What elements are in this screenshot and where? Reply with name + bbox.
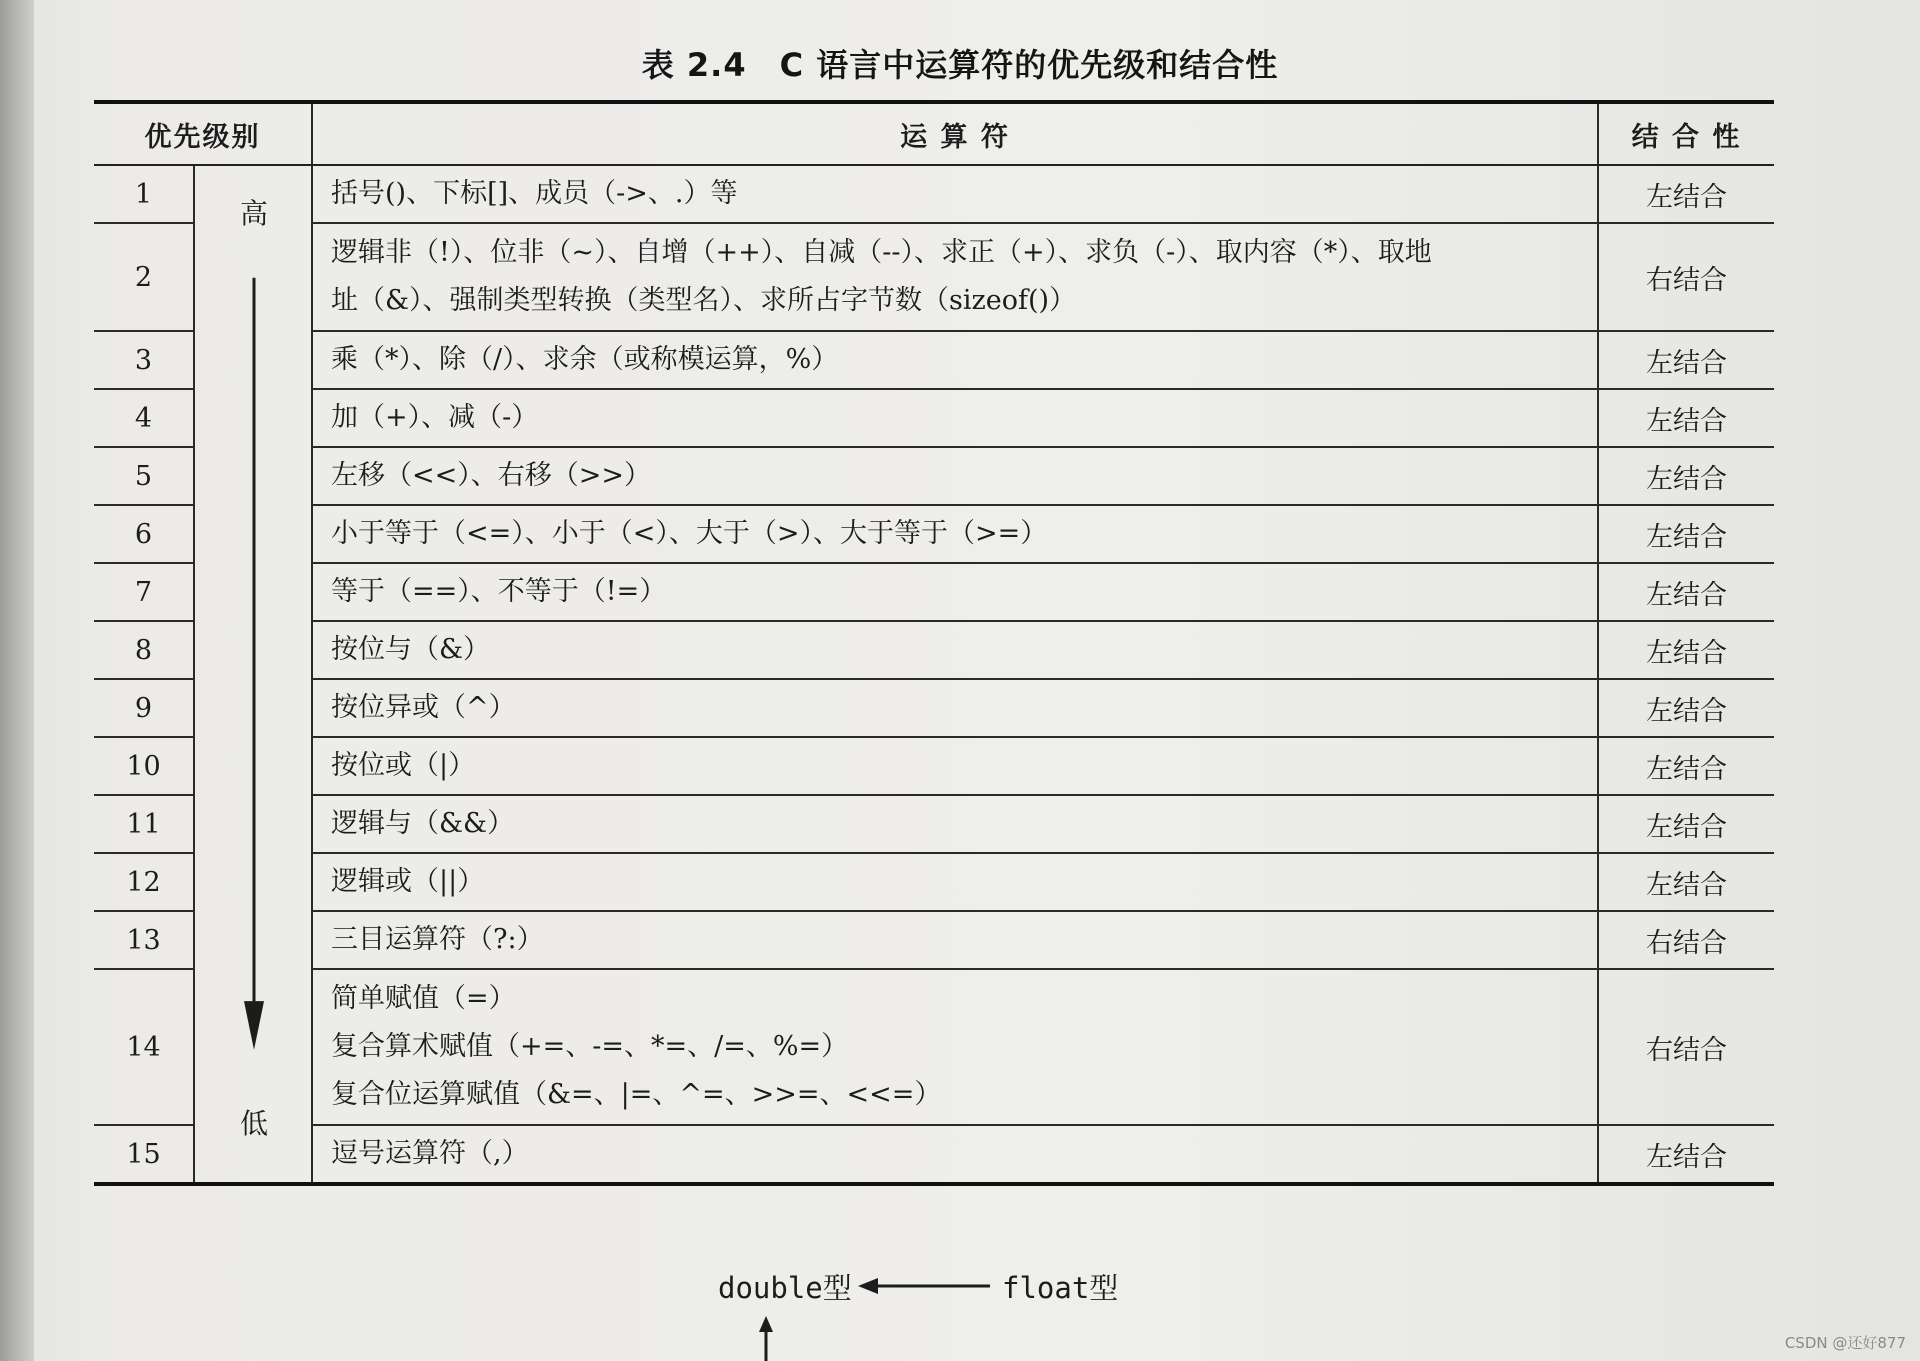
double-type-label: double型: [718, 1271, 852, 1305]
table-row: [94, 969, 1774, 1125]
priority-level-cell: 7: [94, 563, 194, 621]
operator-text: 括号()、下标[]、成员（->、.）等: [331, 178, 738, 209]
associativity-cell: 左结合: [1598, 737, 1774, 795]
priority-level-cell: 14: [94, 969, 194, 1125]
table-row: [94, 223, 1774, 331]
associativity-cell: 右结合: [1598, 969, 1774, 1125]
associativity-cell: 右结合: [1598, 911, 1774, 969]
operators-cell: [312, 1125, 1598, 1184]
operator-text: 左移（<<）、右移（>>）: [331, 460, 651, 491]
operator-text: 乘（*）、除（/）、求余（或称模运算，%）: [331, 344, 839, 375]
operator-text: 小于等于（<=）、小于（<）、大于（>）、大于等于（>=）: [331, 518, 1048, 549]
next-figure-fragment: [0, 1266, 1920, 1361]
operator-text: 简单赋值（=）: [331, 983, 516, 1014]
operator-text: 逗号运算符（,）: [331, 1138, 529, 1169]
header-level: 优先级别: [94, 102, 312, 165]
up-arrow-icon: [754, 1316, 778, 1361]
table-row: [94, 853, 1774, 911]
priority-level-cell: 3: [94, 331, 194, 389]
operators-cell: [312, 389, 1598, 447]
operator-text: 等于（==）、不等于（!=）: [331, 576, 667, 607]
table-row: [94, 1125, 1774, 1184]
associativity-cell: 左结合: [1598, 505, 1774, 563]
watermark: CSDN @还好877: [1784, 1334, 1906, 1352]
priority-level-cell: 13: [94, 911, 194, 969]
operator-text: 逻辑与（&&）: [331, 808, 515, 839]
table-caption: 表 2.4 C 语言中运算符的优先级和结合性: [641, 46, 1279, 84]
operators-cell: [312, 737, 1598, 795]
operators-cell: [312, 795, 1598, 853]
associativity-cell: 左结合: [1598, 853, 1774, 911]
table-row: [94, 737, 1774, 795]
precedence-table: [94, 100, 1774, 1186]
operators-cell: [312, 969, 1598, 1125]
left-arrow-icon: [856, 1274, 996, 1298]
table-row: [94, 165, 1774, 223]
float-type-label: float型: [1002, 1271, 1119, 1305]
priority-level-cell: 12: [94, 853, 194, 911]
associativity-cell: 右结合: [1598, 223, 1774, 331]
operators-cell: [312, 563, 1598, 621]
priority-level-cell: 5: [94, 447, 194, 505]
book-spine: [0, 0, 34, 1361]
operators-cell: [312, 447, 1598, 505]
associativity-cell: 左结合: [1598, 679, 1774, 737]
associativity-cell: 左结合: [1598, 331, 1774, 389]
priority-level-cell: 8: [94, 621, 194, 679]
associativity-cell: 左结合: [1598, 165, 1774, 223]
operator-text: 加（+）、减（-）: [331, 402, 539, 433]
operators-cell: [312, 165, 1598, 223]
priority-level-cell: 10: [94, 737, 194, 795]
operator-text: 址（&）、强制类型转换（类型名）、求所占字节数（sizeof()）: [331, 285, 1077, 316]
priority-level-cell: 2: [94, 223, 194, 331]
operator-text: 三目运算符（?:）: [331, 924, 544, 955]
table-row: [94, 911, 1774, 969]
associativity-cell: 左结合: [1598, 621, 1774, 679]
priority-level-cell: 1: [94, 165, 194, 223]
table-row: [94, 679, 1774, 737]
table-header-row: [94, 102, 1774, 165]
associativity-cell: 左结合: [1598, 447, 1774, 505]
operator-text: 复合算术赋值（+=、-=、*=、/=、%=）: [331, 1031, 849, 1062]
direction-column: [194, 165, 312, 1184]
table-row: [94, 389, 1774, 447]
operator-text: 按位异或（^）: [331, 692, 516, 723]
operators-cell: [312, 911, 1598, 969]
operator-text: 按位与（&）: [331, 634, 491, 665]
table-row: [94, 505, 1774, 563]
table-row: [94, 621, 1774, 679]
table-row: [94, 447, 1774, 505]
table-row: [94, 563, 1774, 621]
priority-level-cell: 4: [94, 389, 194, 447]
operators-cell: [312, 223, 1598, 331]
operators-cell: [312, 331, 1598, 389]
direction-low-label: 低: [239, 1107, 268, 1140]
priority-level-cell: 15: [94, 1125, 194, 1184]
priority-level-cell: 11: [94, 795, 194, 853]
table-row: [94, 795, 1774, 853]
operator-text: 逻辑非（!）、位非（~）、自增（++）、自减（--）、求正（+）、求负（-）、取内容（*）、取地: [331, 237, 1432, 268]
associativity-cell: 左结合: [1598, 795, 1774, 853]
associativity-cell: 左结合: [1598, 563, 1774, 621]
operators-cell: [312, 679, 1598, 737]
operator-text: 逻辑或（||）: [331, 866, 485, 897]
associativity-cell: 左结合: [1598, 1125, 1774, 1184]
operators-cell: [312, 621, 1598, 679]
operator-text: 按位或（|）: [331, 750, 476, 781]
operators-cell: [312, 505, 1598, 563]
down-arrow-icon: [195, 166, 313, 1182]
operators-cell: [312, 853, 1598, 911]
header-associativity: 结 合 性: [1598, 102, 1774, 165]
header-operators: 运 算 符: [312, 102, 1598, 165]
associativity-cell: 左结合: [1598, 389, 1774, 447]
operator-text: 复合位运算赋值（&=、|=、^=、>>=、<<=）: [331, 1079, 942, 1110]
priority-level-cell: 9: [94, 679, 194, 737]
direction-high-label: 高: [239, 197, 268, 230]
priority-level-cell: 6: [94, 505, 194, 563]
table-row: [94, 331, 1774, 389]
